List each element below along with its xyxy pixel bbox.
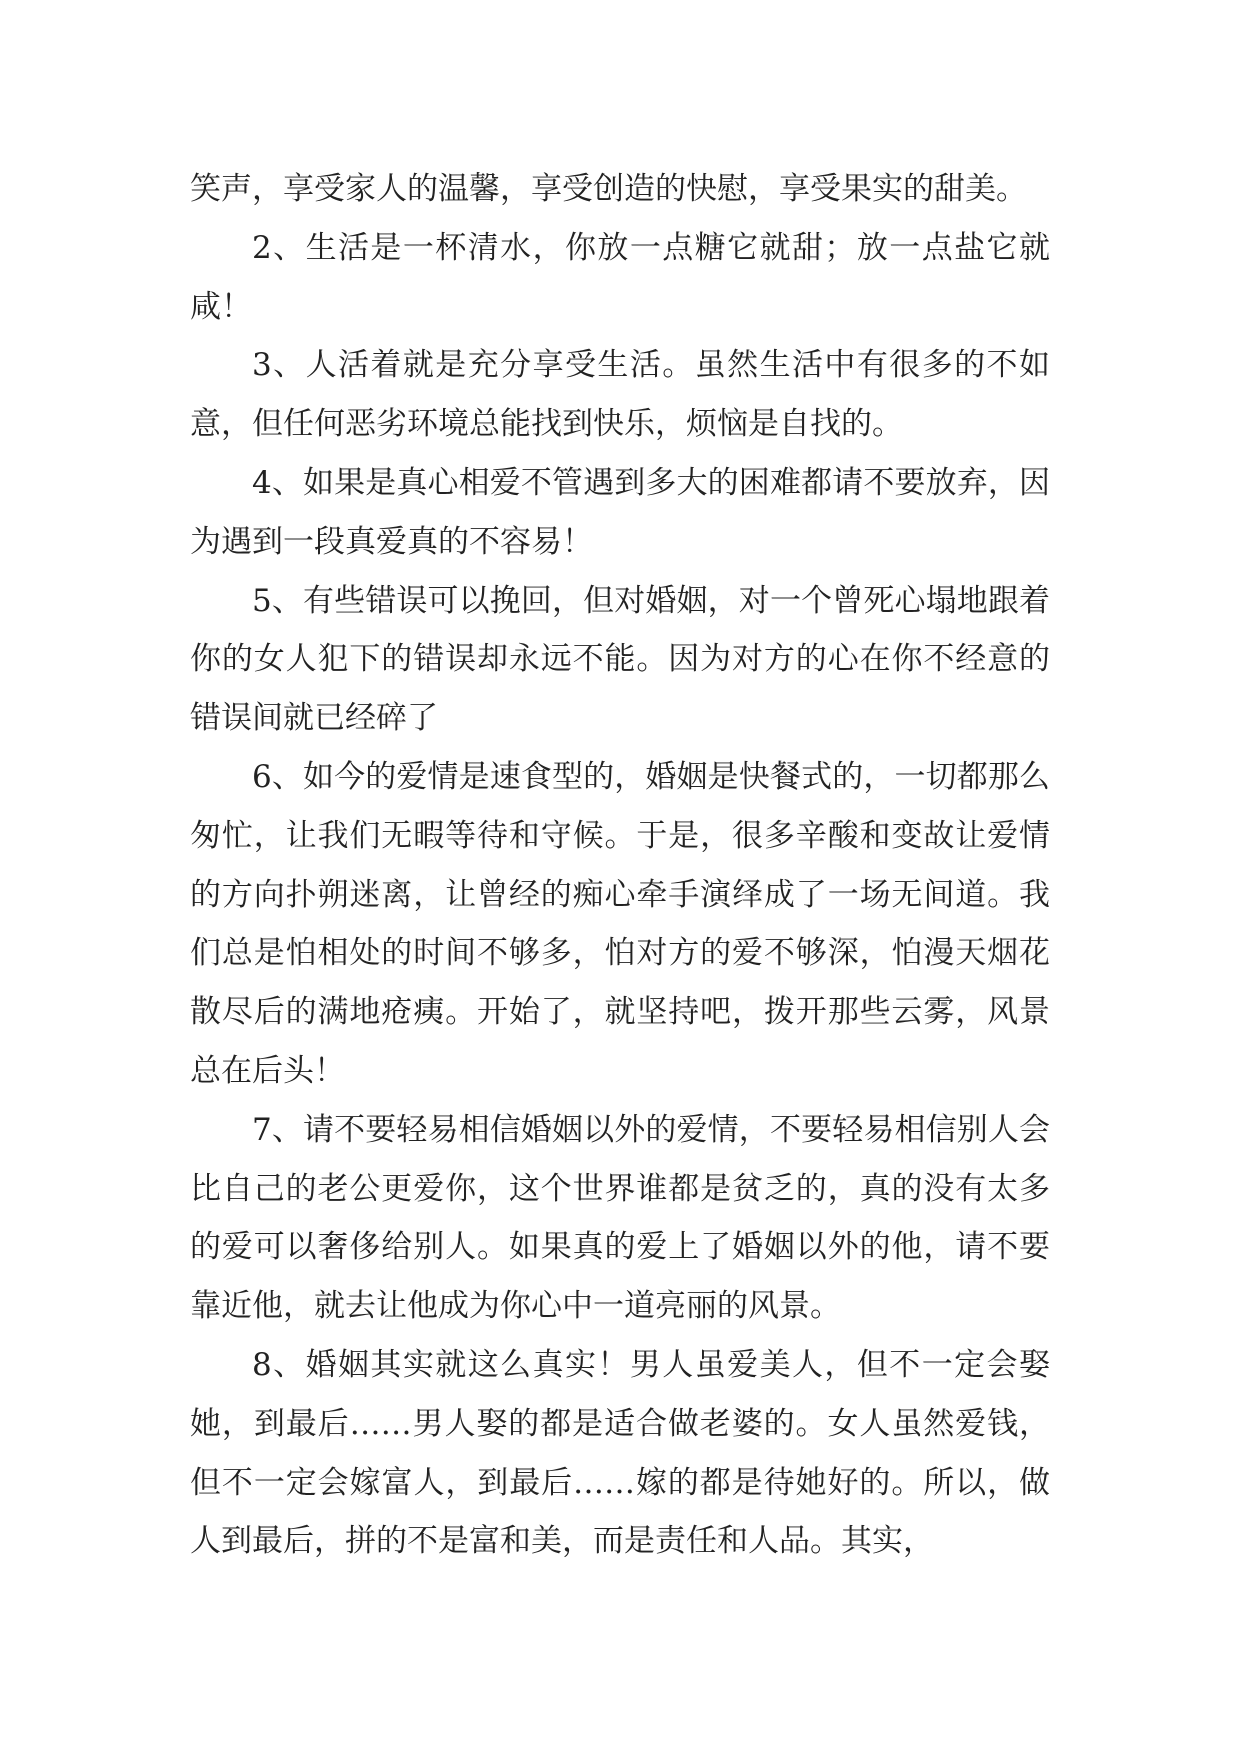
paragraph-6: 6、如今的爱情是速食型的，婚姻是快餐式的，一切都那么匆忙，让我们无暇等待和守候。于是，很多辛酸和变故让爱情的方向扑朔迷离，让曾经的痴心牵手演绎成了一场无间道。我们总是怕相处的时间不够多，怕对方的爱不够深，怕漫天烟花散尽后的满地疮痍。开始了，就坚持吧，拨开那些云雾，风景总在后头！ [190,758,1050,1089]
paragraph-continued: 笑声，享受家人的温馨，享受创造的快慰，享受果实的甜美。 [190,171,1027,207]
paragraph-3: 3、人活着就是充分享受生活。虽然生活中有很多的不如意，但任何恶劣环境总能找到快乐，烦恼是自找的。 [190,347,1050,443]
paragraph-7: 7、请不要轻易相信婚姻以外的爱情，不要轻易相信别人会比自己的老公更爱你，这个世界谁都是贫乏的，真的没有太多的爱可以奢侈给别人。如果真的爱上了婚姻以外的他，请不要靠近他，就去让他成为你心中一道亮丽的风景。 [190,1111,1050,1325]
paragraph-8: 8、婚姻其实就这么真实！男人虽爱美人，但不一定会娶她，到最后……男人娶的都是适合做老婆的。女人虽然爱钱，但不一定会嫁富人，到最后……嫁的都是待她好的。所以，做人到最后，拼的不是富和美，而是责任和人品。其实， [190,1346,1050,1560]
document-body [190,160,1050,1571]
paragraph-2: 2、生活是一杯清水，你放一点糖它就甜；放一点盐它就咸！ [190,229,1050,325]
paragraph-4: 4、如果是真心相爱不管遇到多大的困难都请不要放弃，因为遇到一段真爱真的不容易！ [190,464,1050,560]
paragraph-5: 5、有些错误可以挽回，但对婚姻，对一个曾死心塌地跟着你的女人犯下的错误却永远不能。因为对方的心在你不经意的错误间就已经碎了 [190,582,1050,737]
